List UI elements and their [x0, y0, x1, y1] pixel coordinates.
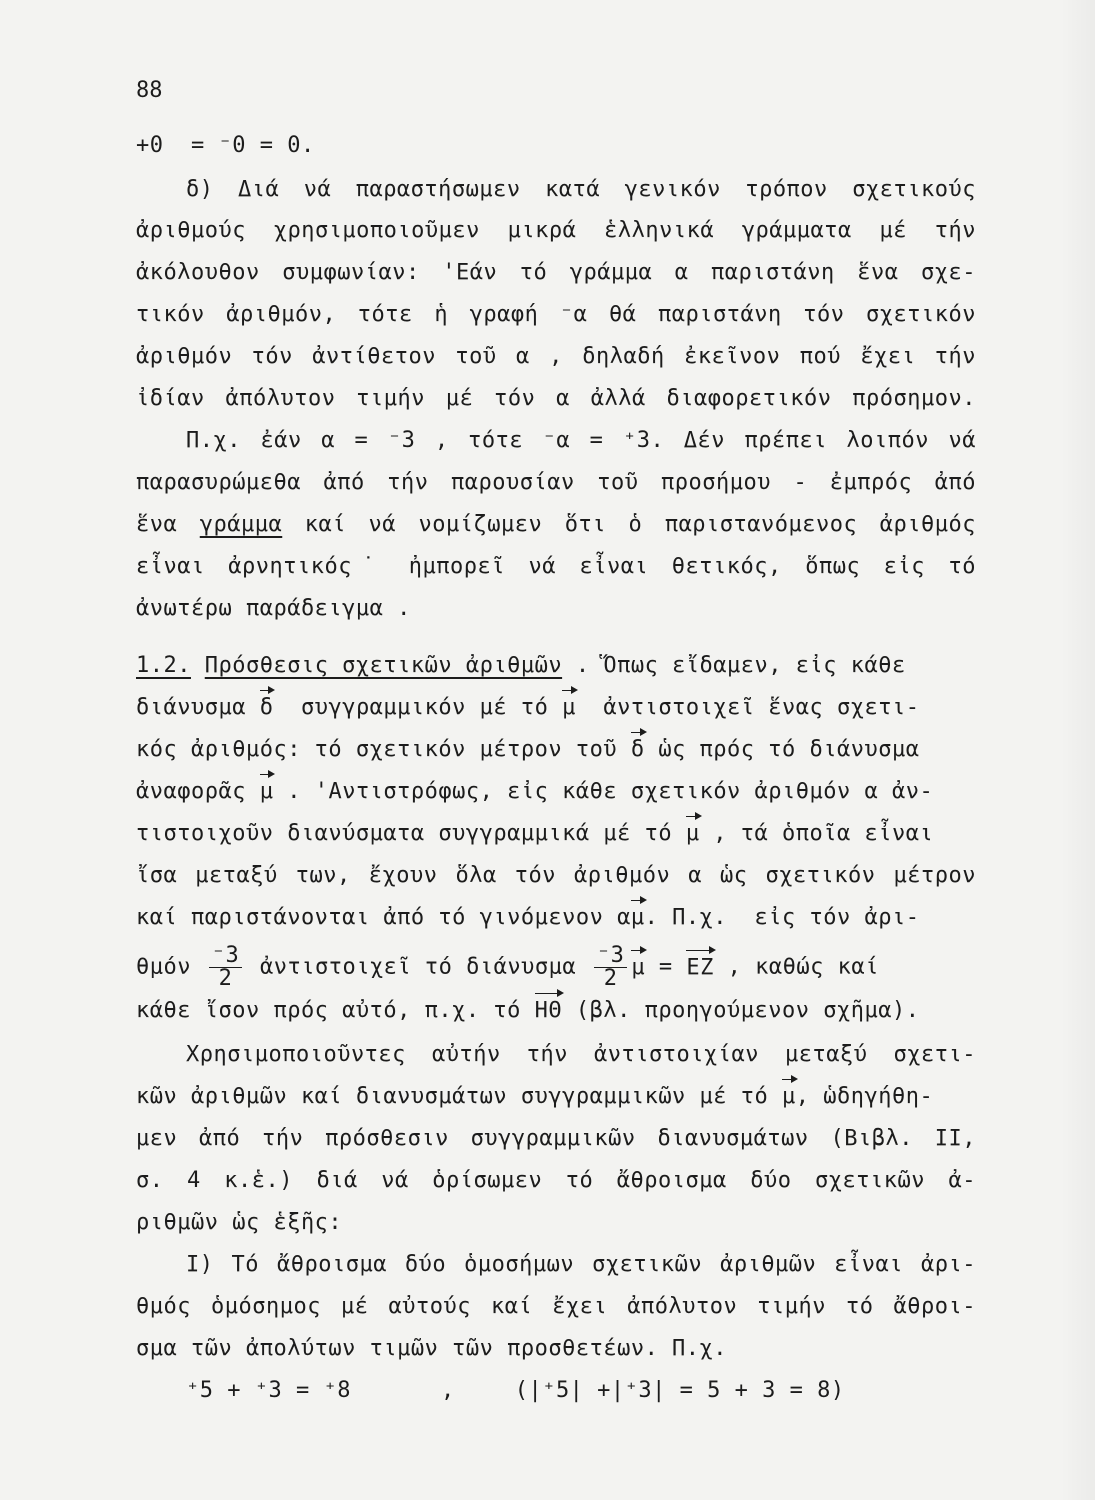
text-line: +0 = ⁻0 = 0. — [136, 133, 315, 158]
text-span: τιστοιχοῦν διανύσματα συγγραμμικά μέ τό — [136, 821, 686, 846]
fraction-numerator: ⁻3 — [594, 945, 628, 968]
fraction-denominator: 2 — [218, 966, 233, 991]
text-line: ἀριθμόν τόν ἀντίθετον τοῦ α , δηλαδή ἐκεῖνον πού ἔχει τήν — [136, 344, 976, 369]
text-line: μεν ἀπό τήν πρόσθεσιν συγγραμμικῶν διανυσμάτων (Βιβλ. ΙΙ, — [136, 1126, 976, 1151]
text-span: κός ἀριθμός: τό σχετικόν μέτρον τοῦ — [136, 737, 631, 762]
vector-symbol: δ — [631, 735, 645, 765]
text-span: = — [645, 954, 687, 980]
underlined-word: γράμμα — [199, 512, 283, 537]
section-number: 1.2. — [136, 653, 191, 678]
text-span: θμόν — [136, 954, 205, 980]
text-line — [136, 903, 976, 933]
text-line — [136, 996, 976, 1026]
text-line: ἰδίαν ἀπόλυτον τιμήν μέ τόν α ἀλλά διαφορετικόν πρόσημον. — [136, 386, 976, 411]
vector-symbol: μ — [631, 903, 645, 933]
page-number: 88 — [136, 78, 163, 103]
formula-comma: , — [440, 1378, 455, 1403]
text-line: ἀριθμούς χρησιμοποιοῦμεν μικρά ἑλληνικά γράμματα μέ τήν — [136, 218, 976, 243]
vector-symbol: μ — [686, 819, 700, 849]
text-span: διάνυσμα — [136, 695, 260, 720]
text-line: εἶναι ἀρνητικός˙ ἠμπορεῖ νά εἶναι θετικός, ὅπως εἰς τό — [136, 554, 976, 579]
text-line: θμός ὁμόσημος μέ αὐτούς καί ἔχει ἀπόλυτον τιμήν τό ἄθροι- — [136, 1294, 976, 1319]
fraction — [209, 945, 243, 990]
text-line — [136, 945, 976, 990]
text-span: . Π.χ. εἰς τόν ἀρι- — [644, 905, 920, 930]
vector-symbol: ΗΘ — [535, 996, 563, 1026]
text-line: δ) Διά νά παραστήσωμεν κατά γενικόν τρόπον σχετικούς — [186, 177, 976, 202]
vector-symbol: μ — [260, 777, 274, 807]
text-span: . Ὅπως εἴδαμεν, εἰς κάθε — [562, 653, 906, 678]
fraction-numerator: ⁻3 — [209, 945, 243, 968]
text-span: κῶν ἀριθμῶν καί διανυσμάτων συγγραμμικῶν μέ τό — [136, 1084, 783, 1109]
text-span: ἕνα — [136, 512, 200, 537]
text-span: ὡς πρός τό διάνυσμα — [644, 737, 920, 762]
text-line — [136, 510, 976, 540]
text-span: (βλ. προηγούμενον σχῆμα). — [562, 998, 920, 1023]
vector-symbol: μ — [631, 953, 645, 983]
section-title: Πρόσθεσις σχετικῶν ἀριθμῶν — [204, 653, 563, 678]
text-span: ἀντιστοιχεῖ ἕνας σχετι- — [575, 695, 920, 720]
text-span: καί παριστάνονται ἀπό τό γινόμενον α — [136, 905, 631, 930]
vector-symbol: μ — [782, 1082, 796, 1112]
vector-symbol: μ — [562, 693, 576, 723]
section-heading-line — [136, 651, 976, 681]
text-span: ἀντιστοιχεῖ τό διάνυσμα — [246, 954, 590, 980]
text-line: τικόν ἀριθμόν, τότε ἡ γραφή ⁻α θά παριστάνη τόν σχετικόν — [136, 302, 976, 327]
formula-sum: ⁺5 + ⁺3 = ⁺8 — [186, 1378, 351, 1403]
text-span: ἀναφορᾶς — [136, 779, 260, 804]
text-line: Ι) Τό ἄθροισμα δύο ὁμοσήμων σχετικῶν ἀριθμῶν εἶναι ἀρι- — [186, 1252, 976, 1277]
text-line: ριθμῶν ὡς ἑξῆς: — [136, 1210, 343, 1235]
text-line: ἀνωτέρω παράδειγμα . — [136, 596, 411, 621]
text-line: Π.χ. ἐάν α = ⁻3 , τότε ⁻α = ⁺3. Δέν πρέπει λοιπόν νά — [186, 428, 976, 453]
vector-symbol: δ — [260, 693, 274, 723]
scan-shadow — [1060, 0, 1095, 1500]
text-span: , ὡδηγήθη- — [795, 1084, 934, 1109]
text-line: ἴσα μεταξύ των, ἔχουν ὅλα τόν ἀριθμόν α ὡς σχετικόν μέτρον — [136, 863, 976, 888]
formula-line — [186, 1376, 976, 1406]
text-span: κάθε ἴσον πρός αὐτό, π.χ. τό — [136, 998, 535, 1023]
text-line — [136, 819, 976, 849]
text-line — [136, 777, 976, 807]
vector-symbol: ΕΖ — [686, 953, 714, 983]
text-line: σ. 4 κ.ἑ.) διά νά ὁρίσωμεν τό ἄθροισμα δύο σχετικῶν ἀ- — [136, 1168, 976, 1193]
text-line — [136, 735, 976, 765]
text-line: Χρησιμοποιοῦντες αὐτήν τήν ἀντιστοιχίαν μεταξύ σχετι- — [186, 1042, 976, 1067]
text-span: , τά ὁποῖα εἶναι — [699, 821, 934, 846]
text-line: σμα τῶν ἀπολύτων τιμῶν τῶν προσθετέων. Π.χ. — [136, 1336, 728, 1361]
text-line: ἀκόλουθον συμφωνίαν: 'Εάν τό γράμμα α παριστάνη ἕνα σχε- — [136, 260, 976, 285]
text-line: παρασυρώμεθα ἀπό τήν παρουσίαν τοῦ προσήμου - ἐμπρός ἀπό — [136, 470, 976, 495]
fraction — [594, 945, 628, 990]
text-span: συγγραμμικόν μέ τό — [273, 695, 563, 720]
text-span: . 'Αντιστρόφως, εἰς κάθε σχετικόν ἀριθμόν α ἀν- — [273, 779, 934, 804]
text-span: καί νά νομίζωμεν ὅτι ὁ παριστανόμενος ἀριθμός — [282, 512, 976, 537]
text-span: , καθώς καί — [713, 954, 879, 980]
text-line — [136, 693, 976, 723]
formula-absolute: (|⁺5| +|⁺3| = 5 + 3 = 8) — [514, 1378, 845, 1403]
text-line — [136, 1082, 976, 1112]
fraction-denominator: 2 — [603, 966, 618, 991]
